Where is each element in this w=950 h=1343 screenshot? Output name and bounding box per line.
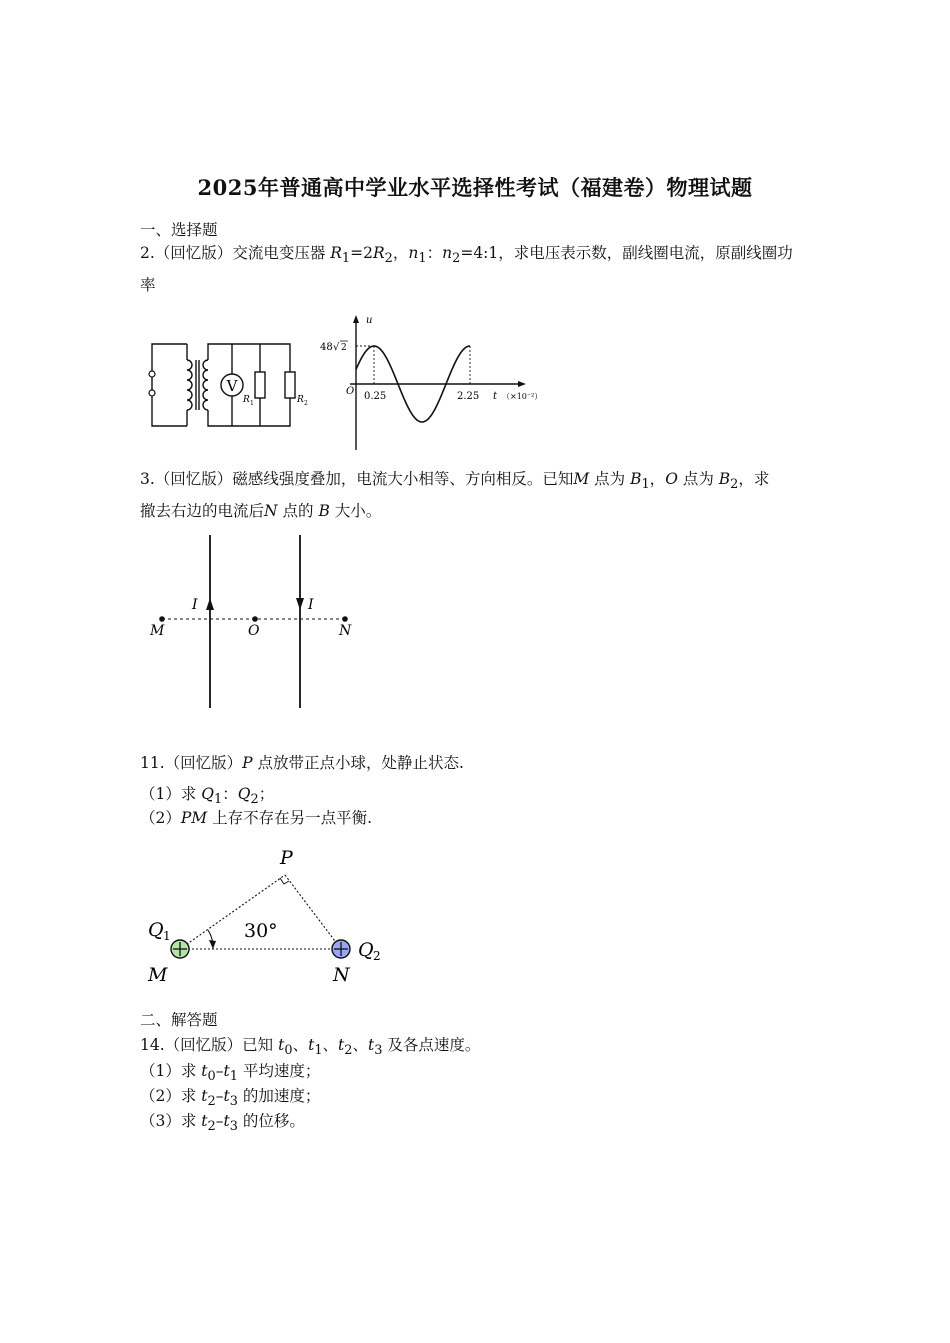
section-heading-answer: 二、解答题 <box>140 1011 218 1029</box>
r1-sub: 1 <box>250 400 254 407</box>
q2-stem-c: 率 <box>140 276 156 295</box>
axis-t-unit: （×10⁻²） <box>502 392 543 401</box>
q14-dun-1: 、 <box>292 1036 309 1054</box>
label-Q2-sub: 2 <box>373 949 381 963</box>
q3-tag: （回忆版） <box>154 470 233 488</box>
q3-B2: B <box>718 470 731 488</box>
q3-wire-diagram <box>140 530 380 715</box>
q14-t1: t <box>308 1036 315 1054</box>
label-M: M <box>150 623 165 639</box>
q14-s0: 0 <box>284 1043 293 1059</box>
left-current-label: I <box>192 597 198 613</box>
q14-sub3-label: （3）求 <box>140 1112 202 1130</box>
q3-sep: ， <box>649 470 666 488</box>
secondary-coil <box>203 360 208 410</box>
primary-coil <box>187 360 192 410</box>
q14-sub1-s1: 1 <box>229 1069 238 1085</box>
q14-t3: t <box>368 1036 375 1054</box>
q2-r1: R <box>330 244 342 262</box>
q14-s2: 2 <box>344 1043 353 1059</box>
q14-stem-a: 已知 <box>242 1036 279 1054</box>
label-Q1: Q <box>148 919 164 941</box>
label-M: M <box>148 964 168 986</box>
q2-stem-a: 交流电变压器 <box>232 244 331 262</box>
q14-tag: （回忆版） <box>164 1036 243 1054</box>
q11-P: P <box>242 754 253 772</box>
q11-semi: ； <box>258 785 275 803</box>
q14-sub3-t2: t <box>201 1112 208 1130</box>
label-Q2: Q <box>358 939 374 961</box>
q2-sep: ， <box>392 244 409 262</box>
terminal-top <box>149 371 155 377</box>
q11-q2-sub: 2 <box>250 792 259 808</box>
label-Q1-sub: 1 <box>163 929 171 943</box>
q2-n1: n <box>408 244 419 262</box>
q14-t2: t <box>338 1036 345 1054</box>
q14-sub2-s3: 3 <box>229 1094 238 1110</box>
sqrt-sign: √ <box>333 342 340 353</box>
q2-n1-sub: 1 <box>418 251 427 267</box>
q3-N: N <box>264 502 278 521</box>
q14-sub3-text: 的位移。 <box>237 1112 305 1130</box>
resistor-r1 <box>255 372 265 398</box>
q3-mid1: 点为 <box>589 470 631 488</box>
q11-tag: （回忆版） <box>164 754 243 772</box>
r2-label: R <box>297 395 304 405</box>
q14-number: 14. <box>140 1036 165 1054</box>
q2-tag: （回忆版） <box>154 244 233 262</box>
q14-sub1-t1: t <box>223 1062 230 1080</box>
line-PN <box>285 875 341 949</box>
q3-mid2: 点为 <box>677 470 719 488</box>
q14-sub3-s2: 2 <box>207 1119 216 1135</box>
q14-sub2-t3: t <box>223 1087 230 1105</box>
q3-stem-c: 撤去右边的电流后 <box>140 502 265 521</box>
q11-number: 11. <box>140 754 165 772</box>
q11-colon: ： <box>222 785 238 803</box>
question-11 <box>140 750 820 776</box>
q2-voltage-waveform <box>310 310 560 455</box>
q3-M: M <box>573 470 590 488</box>
q11-sub2 <box>140 805 820 831</box>
q14-sub3-dash: – <box>215 1112 224 1130</box>
q14-dun-3: 、 <box>352 1036 369 1054</box>
q2-r2-sub: 2 <box>384 251 393 267</box>
q11-charge-diagram <box>140 840 400 990</box>
label-N: N <box>339 623 352 639</box>
label-P: P <box>280 847 293 869</box>
q3-B: B <box>318 502 330 521</box>
q14-sub2-dash: – <box>215 1087 224 1105</box>
q3-stem-b: ，求 <box>738 470 770 488</box>
angle-arrow <box>209 940 216 949</box>
q2-ratio: =4:1 <box>460 244 499 262</box>
q14-sub3-t3: t <box>223 1112 230 1130</box>
amplitude-root: 2 <box>341 343 347 353</box>
question-2 <box>140 240 820 298</box>
q14-sub3-s3: 3 <box>229 1119 238 1135</box>
q14-sub2-text: 的加速度； <box>237 1087 321 1105</box>
label-O: O <box>248 623 260 639</box>
terminal-bottom <box>149 390 155 396</box>
amplitude-number: 48 <box>320 342 333 353</box>
q14-sub1-text: 平均速度； <box>237 1062 321 1080</box>
q11-sub2-text: 上存不存在另一点平衡. <box>207 809 373 827</box>
q14-s1: 1 <box>314 1043 323 1059</box>
right-current-arrow <box>296 598 304 610</box>
resistor-r2 <box>285 372 295 398</box>
point-O <box>252 616 258 622</box>
q11-sub2-label: （2） <box>140 809 181 827</box>
q11-Q1: Q <box>201 785 215 803</box>
q14-sub1-dash: – <box>215 1062 224 1080</box>
primary-wire <box>152 344 187 426</box>
q14-s3: 3 <box>374 1043 383 1059</box>
r2-sub: 2 <box>304 400 308 407</box>
q11-q1-sub: 1 <box>214 792 223 808</box>
q2-n2-sub: 2 <box>452 251 461 267</box>
q14-sub2-s2: 2 <box>207 1094 216 1110</box>
q3-stem-d: 点的 <box>277 502 319 521</box>
r1-label: R <box>243 395 250 405</box>
q2-circuit-diagram <box>140 330 308 430</box>
q3-B1: B <box>630 470 642 488</box>
q3-b1-sub: 1 <box>641 477 650 493</box>
u-axis-arrow <box>353 315 359 323</box>
q14-stem-b: 及各点速度。 <box>382 1036 481 1054</box>
q11-sub1-label: （1）求 <box>140 785 202 803</box>
q14-dun-2: 、 <box>322 1036 339 1054</box>
q14-sub2-label: （2）求 <box>140 1087 202 1105</box>
right-current-label: I <box>308 597 314 613</box>
point-M <box>159 616 165 622</box>
q3-stem-a: 磁感线强度叠加，电流大小相等、方向相反。已知 <box>232 470 574 488</box>
q14-sub2-t2: t <box>201 1087 208 1105</box>
q2-r2: R <box>373 244 385 262</box>
q14-sub1-t0: t <box>201 1062 208 1080</box>
q14-sub1-label: （1）求 <box>140 1062 202 1080</box>
q2-eq: =2 <box>350 244 373 262</box>
t2-label: 2.25 <box>457 391 480 402</box>
section-heading-choice: 一、选择题 <box>140 221 218 239</box>
q11-Q2: Q <box>237 785 251 803</box>
q3-stem-e: 大小。 <box>329 502 382 521</box>
q14-sub1-s0: 0 <box>207 1069 216 1085</box>
voltmeter-label: V <box>226 377 238 395</box>
q11-PM: PM <box>180 809 208 827</box>
q14-t0: t <box>278 1036 285 1054</box>
page-title: 2025年普通高中学业水平选择性考试（福建卷）物理试题 <box>197 175 753 200</box>
point-N <box>342 616 348 622</box>
q14-sub3 <box>140 1108 820 1140</box>
q2-number: 2. <box>140 244 155 262</box>
question-3 <box>140 466 820 524</box>
q2-stem-b: ，求电压表示数，副线圈电流，原副线圈功 <box>498 244 793 262</box>
label-N: N <box>333 964 350 986</box>
origin-label: O <box>346 386 355 397</box>
t1-label: 0.25 <box>364 391 387 402</box>
q2-r1-sub: 1 <box>341 251 351 267</box>
left-current-arrow <box>206 598 214 610</box>
axis-u-label: u <box>366 315 373 326</box>
q2-n2: n <box>442 244 453 262</box>
angle-label: 30° <box>244 920 278 942</box>
q3-b2-sub: 2 <box>730 477 739 493</box>
q3-number: 3. <box>140 470 155 488</box>
q3-O: O <box>665 470 678 488</box>
q2-colon: ： <box>426 244 443 262</box>
t-axis-arrow <box>518 381 526 387</box>
axis-t-label: t <box>493 391 498 402</box>
q11-stem: 点放带正点小球，处静止状态. <box>252 754 464 772</box>
